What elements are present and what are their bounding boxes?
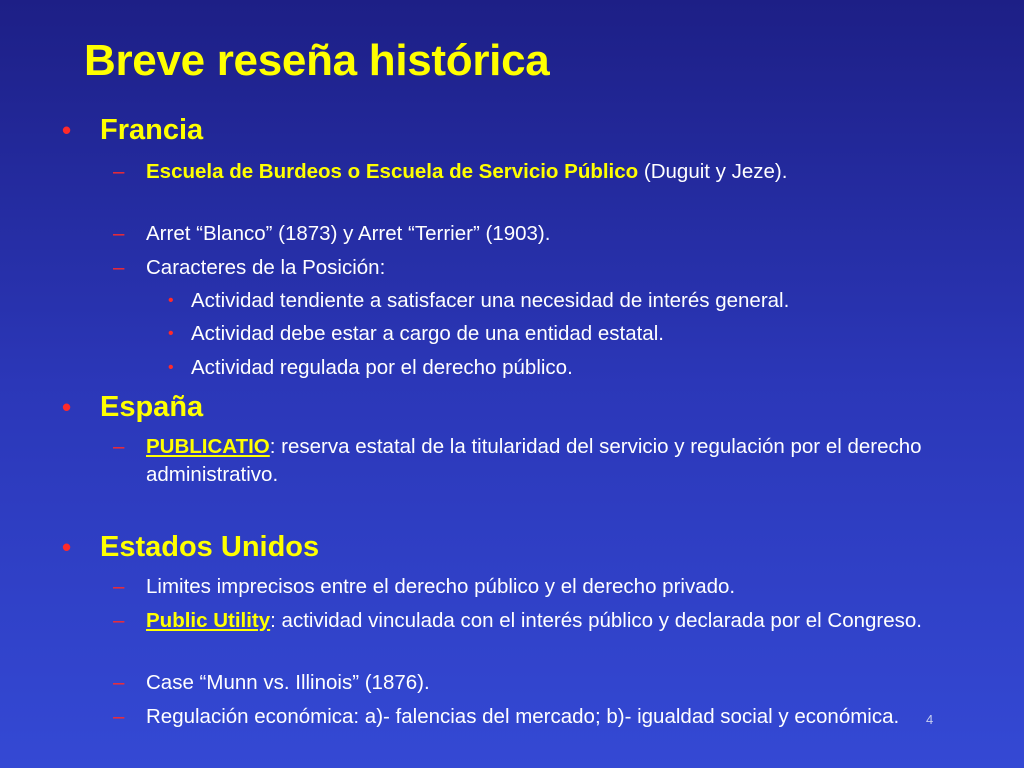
section-heading-espana (62, 391, 203, 424)
sub-item-text: Actividad regulada por el derecho público. (191, 356, 573, 379)
section-heading-label: Estados Unidos (100, 531, 320, 563)
list-item-text (146, 158, 933, 186)
dash-icon: – (113, 575, 125, 598)
highlight-term: PUBLICATIO (146, 435, 270, 458)
item-text: (Duguit y Jeze). (638, 160, 788, 183)
list-item (113, 703, 933, 731)
sub-list-item (168, 320, 664, 348)
dash-icon: – (113, 222, 125, 245)
sub-list-item (168, 354, 573, 382)
dash-icon: – (113, 671, 125, 694)
bullet-icon: • (168, 359, 174, 376)
bullet-icon: • (62, 115, 72, 145)
dash-icon: – (113, 705, 125, 728)
dash-icon: – (113, 256, 125, 279)
slide-title: Breve reseña histórica (84, 36, 550, 85)
list-item (113, 158, 933, 186)
item-text: : reserva estatal de la titularidad del servicio y regulación por el derecho administrativo. (146, 435, 922, 486)
bullet-icon: • (62, 392, 72, 422)
sub-list-item (168, 287, 789, 315)
section-heading-label: España (100, 391, 204, 423)
section-heading-estados-unidos (62, 531, 319, 564)
item-text: Regulación económica: a)- falencias del mercado; b)- igualdad social y económica. (146, 705, 900, 728)
list-item (113, 607, 933, 635)
list-item (113, 573, 933, 601)
list-item (113, 433, 933, 489)
item-text: Case “Munn vs. Illinois” (1876). (146, 671, 430, 694)
bullet-icon: • (62, 532, 72, 562)
item-text: : actividad vinculada con el interés público y declarada por el Congreso. (270, 609, 922, 632)
sub-item-text: Actividad debe estar a cargo de una entidad estatal. (191, 322, 664, 345)
item-text: Limites imprecisos entre el derecho público y el derecho privado. (146, 575, 736, 598)
list-item-text (146, 607, 933, 635)
list-item (113, 669, 933, 697)
section-heading-label: Francia (100, 114, 204, 146)
dash-icon: – (113, 435, 125, 458)
highlight-term: Escuela de Burdeos o Escuela de Servicio Público (146, 160, 639, 183)
item-text: Arret “Blanco” (1873) y Arret “Terrier” (1903). (146, 222, 551, 245)
highlight-term: Public Utility (146, 609, 271, 632)
list-item (113, 220, 933, 248)
bullet-icon: • (168, 292, 174, 309)
bullet-icon: • (168, 325, 174, 342)
sub-item-text: Actividad tendiente a satisfacer una necesidad de interés general. (191, 289, 790, 312)
section-heading-francia (62, 114, 203, 147)
page-number: 4 (926, 712, 934, 727)
dash-icon: – (113, 160, 125, 183)
item-text: Caracteres de la Posición: (146, 256, 386, 279)
list-item (113, 254, 933, 282)
list-item-text (146, 433, 933, 489)
dash-icon: – (113, 609, 125, 632)
